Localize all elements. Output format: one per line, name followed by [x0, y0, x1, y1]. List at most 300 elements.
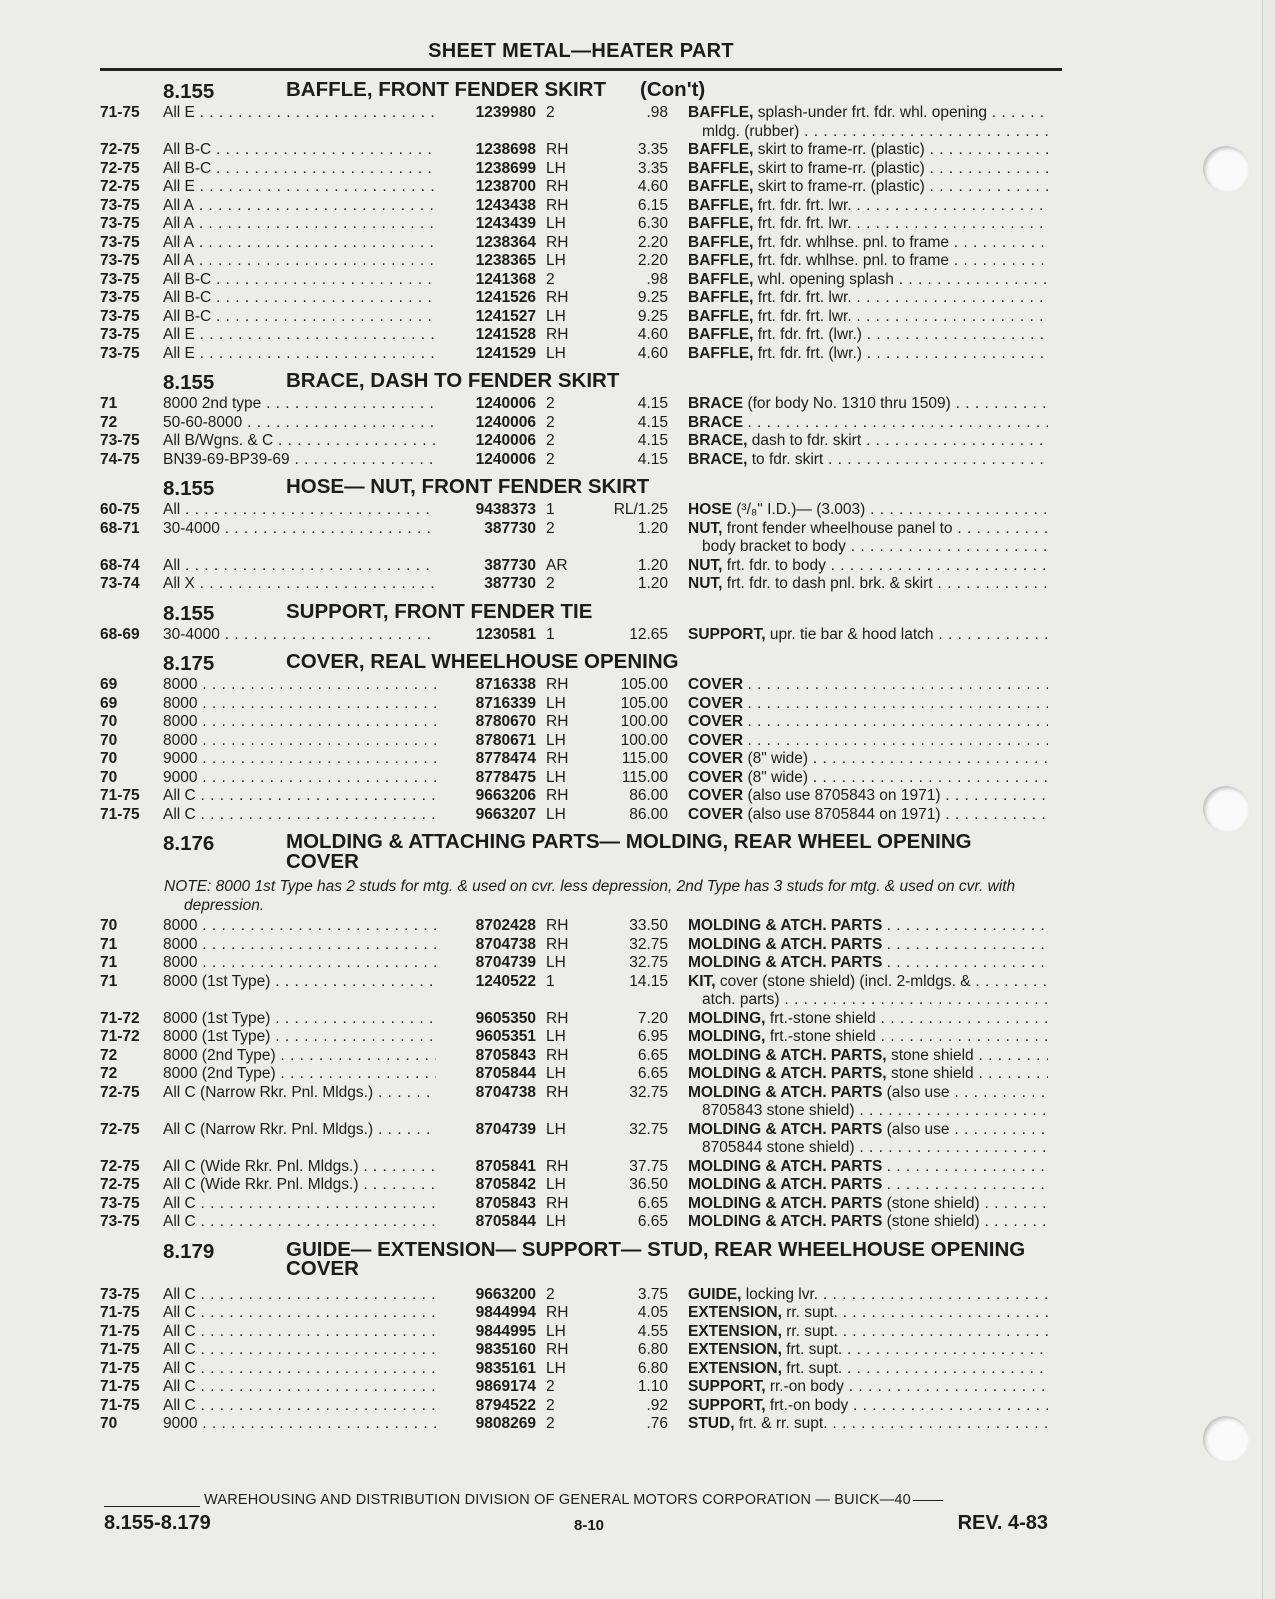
- part-description: [688, 936, 1048, 955]
- part-number: 9438373: [475, 501, 536, 518]
- part-number: 8780670: [475, 713, 536, 730]
- quantity: RH: [546, 1341, 569, 1358]
- model-application: 8000 . . .: [163, 936, 436, 955]
- price: 6.65: [637, 1194, 668, 1212]
- part-name: NUT,: [688, 556, 723, 574]
- part-name: MOLDING,: [688, 1028, 766, 1045]
- quantity: 2: [546, 395, 555, 412]
- part-row: [100, 750, 1066, 769]
- section-number: 8.155: [163, 477, 215, 500]
- model-application: 8000 2nd type . . .: [163, 395, 436, 414]
- part-detail: frt.-stone shield: [769, 1028, 876, 1045]
- part-description: [688, 104, 1048, 123]
- model-application: All B-C . . .: [163, 160, 436, 179]
- part-name: BAFFLE,: [688, 196, 754, 214]
- model-application: All C (Wide Rkr. Pnl. Mldgs.) . . .: [163, 1158, 436, 1177]
- model-year: 73-75: [100, 344, 140, 362]
- part-row: [100, 626, 1066, 645]
- price: 32.75: [629, 1083, 668, 1101]
- price: 86.00: [629, 787, 668, 804]
- model-year: 69: [100, 676, 118, 693]
- part-row: [100, 1010, 1066, 1029]
- quantity: RH: [546, 1194, 569, 1212]
- price: 4.05: [637, 1304, 668, 1321]
- part-number: 8716338: [475, 676, 536, 693]
- quantity: RH: [546, 196, 569, 214]
- part-name: KIT,: [688, 972, 716, 990]
- model-year: 72-75: [100, 1157, 140, 1175]
- model-application: All . . .: [163, 557, 436, 576]
- model-year: 70: [100, 768, 118, 786]
- price: 32.75: [629, 954, 668, 971]
- model-year: 70: [100, 713, 118, 730]
- price: 6.65: [637, 1046, 668, 1064]
- page-title: SHEET METAL—HEATER PART: [428, 40, 734, 62]
- part-name: MOLDING & ATCH. PARTS: [688, 1176, 883, 1193]
- section-title: [286, 477, 1046, 497]
- model-year: 73-75: [100, 432, 140, 449]
- quantity: 1: [546, 972, 555, 990]
- part-detail: (³/₈" I.D.)— (3.003): [736, 501, 866, 518]
- price: 4.60: [637, 344, 668, 362]
- part-name: EXTENSION,: [688, 1322, 782, 1340]
- part-row: [100, 713, 1066, 732]
- part-name: NUT,: [688, 575, 723, 592]
- model-application: All E . . .: [163, 345, 436, 364]
- part-number: 9835161: [475, 1359, 536, 1377]
- section-title: [286, 1237, 1046, 1280]
- price: 1.10: [637, 1378, 668, 1395]
- model-year: 73-74: [100, 575, 140, 592]
- part-description: [688, 1028, 1048, 1047]
- model-year: 72: [100, 413, 118, 431]
- model-year: 60-75: [100, 501, 140, 518]
- part-number: 1241368: [475, 270, 536, 288]
- quantity: RH: [546, 713, 569, 730]
- part-number: 9605351: [475, 1028, 536, 1045]
- part-detail: (for body No. 1310 thru 1509): [747, 395, 951, 412]
- part-description: [688, 271, 1048, 290]
- price: 2.20: [637, 252, 668, 269]
- part-description: [688, 326, 1048, 345]
- part-row: [100, 1304, 1066, 1323]
- part-detail: cover (stone shield) (incl. 2-mldgs. &: [719, 972, 971, 990]
- model-application: All C . . .: [163, 1323, 436, 1342]
- part-number: 8780671: [475, 731, 536, 749]
- model-year: 71-75: [100, 1396, 140, 1414]
- part-number: 1243439: [475, 215, 536, 232]
- part-number: 1240006: [475, 450, 536, 468]
- model-application: All C . . .: [163, 1341, 436, 1360]
- part-detail: skirt to frame-rr. (plastic): [757, 141, 925, 158]
- part-name: GUIDE,: [688, 1285, 742, 1303]
- part-description: [688, 676, 1048, 695]
- price: 3.35: [637, 141, 668, 158]
- part-detail: (8" wide): [747, 768, 809, 786]
- model-year: 72-75: [100, 1083, 140, 1101]
- model-application: 8000 . . .: [163, 713, 436, 732]
- part-description: [688, 345, 1048, 364]
- part-detail: frt. supt.: [786, 1359, 843, 1377]
- part-row: [100, 141, 1066, 160]
- part-description: [688, 1213, 1048, 1232]
- model-application: All B/Wgns. & C . . .: [163, 432, 436, 451]
- part-number: 8702428: [475, 917, 536, 934]
- quantity: LH: [546, 307, 566, 325]
- part-number: 8778474: [475, 750, 536, 767]
- part-detail: locking lvr.: [745, 1285, 819, 1303]
- part-description: [688, 1158, 1048, 1177]
- quantity: RH: [546, 935, 569, 953]
- part-name: COVER: [688, 713, 744, 730]
- part-row: [100, 695, 1066, 714]
- part-detail: frt. fdr. frt. lwr.: [757, 196, 852, 214]
- part-row: [100, 1084, 1066, 1121]
- quantity: 2: [546, 413, 555, 431]
- section-number: 8.176: [163, 832, 215, 855]
- section-title: [286, 832, 1046, 871]
- part-detail: (stone shield): [886, 1213, 980, 1230]
- model-application: All C . . .: [163, 1304, 436, 1323]
- model-application: All A . . .: [163, 197, 436, 216]
- model-application: All C . . .: [163, 1397, 436, 1416]
- part-name: MOLDING & ATCH. PARTS: [688, 1194, 883, 1212]
- part-number: 9844995: [475, 1322, 536, 1340]
- part-description: [688, 1304, 1048, 1323]
- part-row: [100, 289, 1066, 308]
- quantity: RH: [546, 676, 569, 693]
- model-application: All C . . .: [163, 806, 436, 825]
- part-row: [100, 451, 1066, 470]
- model-year: 68-71: [100, 519, 140, 537]
- quantity: 1: [546, 501, 555, 518]
- part-number: 1230581: [475, 625, 536, 643]
- model-application: 9000 . . .: [163, 769, 436, 788]
- part-row: [100, 557, 1066, 576]
- part-row: [100, 676, 1066, 695]
- part-name: SUPPORT,: [688, 1378, 766, 1395]
- part-detail: (also use: [886, 1083, 950, 1101]
- model-application: All A . . .: [163, 234, 436, 253]
- model-year: 73-75: [100, 252, 140, 269]
- part-description-continued: body bracket to body . . .: [702, 538, 1048, 557]
- part-number: 1239980: [475, 104, 536, 121]
- quantity: RH: [546, 1083, 569, 1101]
- part-name: BAFFLE,: [688, 344, 754, 362]
- model-year: 73-75: [100, 215, 140, 232]
- part-row: [100, 954, 1066, 973]
- part-detail: (also use 8705843 on 1971): [747, 787, 941, 804]
- model-application: 9000 . . .: [163, 750, 436, 769]
- part-detail: skirt to frame-rr. (plastic): [757, 178, 925, 195]
- footer-rule: [104, 1506, 200, 1507]
- part-description: [688, 1010, 1048, 1029]
- part-description: [688, 806, 1048, 825]
- part-name: BAFFLE,: [688, 307, 754, 325]
- section-header: [100, 599, 1066, 625]
- part-description: [688, 1195, 1048, 1214]
- part-row: [100, 308, 1066, 327]
- quantity: 2: [546, 1415, 555, 1432]
- model-application: BN39-69-BP39-69 . . .: [163, 451, 436, 470]
- price: 4.60: [637, 326, 668, 343]
- part-number: 1238699: [475, 159, 536, 177]
- part-detail: front fender wheelhouse panel to: [726, 519, 953, 537]
- model-application: 9000 . . .: [163, 1415, 436, 1434]
- part-name: BAFFLE,: [688, 159, 754, 177]
- section-header: [100, 475, 1066, 500]
- part-row: [100, 575, 1066, 594]
- model-year: 71-75: [100, 1341, 140, 1358]
- part-number: 8704739: [475, 1120, 536, 1138]
- price: 105.00: [620, 676, 668, 693]
- part-row: [100, 769, 1066, 788]
- part-row: [100, 732, 1066, 751]
- model-year: 72-75: [100, 159, 140, 177]
- model-year: 68-74: [100, 556, 140, 574]
- model-application: 50-60-8000 . . .: [163, 414, 436, 433]
- model-year: 72-75: [100, 178, 140, 195]
- model-year: 74-75: [100, 450, 140, 468]
- section-title-text: BRACE, DASH TO FENDER SKIRT: [286, 369, 620, 392]
- model-application: All C . . .: [163, 1360, 436, 1379]
- page-header: [100, 38, 1062, 71]
- part-description: [688, 1065, 1048, 1084]
- model-year: 71: [100, 395, 118, 412]
- part-number: 1240006: [475, 395, 536, 412]
- part-description: [688, 626, 1048, 645]
- part-name: EXTENSION,: [688, 1359, 782, 1377]
- part-description: [688, 1047, 1048, 1066]
- footer-page-number: 8-10: [574, 1517, 605, 1534]
- footer-revision: REV. 4-83: [957, 1512, 1048, 1534]
- part-description: [688, 1121, 1048, 1140]
- part-number: 8705841: [475, 1157, 536, 1175]
- quantity: LH: [546, 1120, 566, 1138]
- part-detail: to fdr. skirt: [751, 450, 824, 468]
- section-title-text: GUIDE— EXTENSION— SUPPORT— STUD, REAR WHEELHOUSE OPENING COVER: [286, 1237, 1026, 1280]
- part-description: [688, 252, 1048, 271]
- model-year: 72-75: [100, 141, 140, 158]
- model-year: 71: [100, 935, 118, 953]
- price: 4.15: [637, 395, 668, 412]
- part-row: [100, 501, 1066, 520]
- part-number: 1241529: [475, 344, 536, 362]
- price: 115.00: [621, 768, 668, 786]
- model-year: 71-75: [100, 1304, 140, 1321]
- price: RL/1.25: [613, 501, 668, 518]
- section-continued-label: (Con't): [640, 78, 706, 101]
- part-description: [688, 234, 1048, 253]
- quantity: LH: [546, 731, 566, 749]
- section-title-text: MOLDING & ATTACHING PARTS— MOLDING, REAR WHEEL OPENING COVER: [286, 830, 972, 873]
- part-name: MOLDING & ATCH. PARTS,: [688, 1046, 887, 1064]
- section-title: [286, 652, 1046, 672]
- model-application: 30-4000 . . .: [163, 626, 436, 645]
- part-description: [688, 432, 1048, 451]
- model-application: All E . . .: [163, 326, 436, 345]
- part-name: BRACE: [688, 413, 744, 431]
- part-number: 8705844: [475, 1065, 536, 1082]
- model-application: 8000 . . .: [163, 676, 436, 695]
- part-description: [688, 954, 1048, 973]
- part-number: 8705844: [475, 1213, 536, 1230]
- part-name: BAFFLE,: [688, 104, 754, 121]
- price: 32.75: [629, 1120, 668, 1138]
- model-year: 71-75: [100, 1378, 140, 1395]
- price: 14.15: [629, 972, 668, 990]
- model-application: 30-4000 . . .: [163, 520, 436, 539]
- quantity: LH: [546, 1176, 566, 1193]
- price: 6.95: [637, 1028, 668, 1045]
- part-description: [688, 141, 1048, 160]
- section-title-text: SUPPORT, FRONT FENDER TIE: [286, 599, 593, 623]
- part-number: 1243438: [475, 196, 536, 214]
- part-row: [100, 1176, 1066, 1195]
- model-year: 71-72: [100, 1028, 140, 1045]
- section-title: [286, 599, 1046, 623]
- part-number: 8716339: [475, 694, 536, 712]
- part-name: COVER: [688, 750, 744, 767]
- part-name: SUPPORT,: [688, 1396, 766, 1414]
- price: 9.25: [637, 289, 668, 306]
- model-application: 8000 . . .: [163, 954, 436, 973]
- part-number: 9663200: [475, 1285, 536, 1303]
- quantity: LH: [546, 1322, 566, 1340]
- part-row: [100, 197, 1066, 216]
- price: 115.00: [621, 750, 668, 767]
- quantity: 2: [546, 575, 555, 592]
- section-title: [286, 80, 1046, 100]
- part-description-continued: mldg. (rubber) . . .: [702, 123, 1048, 142]
- part-number: 8778475: [475, 768, 536, 786]
- part-name: MOLDING & ATCH. PARTS: [688, 917, 883, 934]
- part-row: [100, 234, 1066, 253]
- part-description: [688, 215, 1048, 234]
- part-name: MOLDING & ATCH. PARTS: [688, 1213, 883, 1230]
- part-description: [688, 395, 1048, 414]
- model-year: 73-75: [100, 270, 140, 288]
- part-row: [100, 1065, 1066, 1084]
- part-row: [100, 345, 1066, 364]
- price: 6.80: [637, 1341, 668, 1358]
- part-row: [100, 1397, 1066, 1416]
- model-year: 68-69: [100, 625, 140, 643]
- model-year: 71: [100, 954, 118, 971]
- page-footer: [104, 1492, 1048, 1552]
- part-row: [100, 215, 1066, 234]
- part-name: BAFFLE,: [688, 215, 754, 232]
- part-number: 9663206: [475, 787, 536, 804]
- price: 86.00: [629, 805, 668, 823]
- model-application: All B-C . . .: [163, 289, 436, 308]
- model-application: All C . . .: [163, 1195, 436, 1214]
- price: 100.00: [620, 713, 668, 730]
- price: 3.75: [637, 1285, 668, 1303]
- part-row: [100, 432, 1066, 451]
- part-description: [688, 501, 1048, 520]
- quantity: 2: [546, 270, 555, 288]
- quantity: RH: [546, 1046, 569, 1064]
- part-number: 1238365: [475, 252, 536, 269]
- part-description: [688, 1084, 1048, 1103]
- part-row: [100, 1360, 1066, 1379]
- part-name: BRACE,: [688, 450, 748, 468]
- part-number: 8705842: [475, 1176, 536, 1193]
- part-detail: upr. tie bar & hood latch: [769, 625, 934, 643]
- section-number: 8.179: [163, 1239, 215, 1263]
- model-year: 71: [100, 972, 118, 990]
- part-detail: frt. fdr. frt. lwr.: [757, 215, 852, 232]
- part-row: [100, 414, 1066, 433]
- price: 37.75: [629, 1157, 668, 1175]
- model-year: 73-75: [100, 307, 140, 325]
- quantity: 2: [546, 432, 555, 449]
- part-name: MOLDING & ATCH. PARTS: [688, 1120, 883, 1138]
- part-row: [100, 1195, 1066, 1214]
- price: 12.65: [629, 625, 668, 643]
- part-description: [688, 732, 1048, 751]
- model-application: All C . . .: [163, 1286, 436, 1305]
- price: 6.65: [637, 1065, 668, 1082]
- binder-hole-top: [1203, 146, 1249, 192]
- part-number: 387730: [484, 556, 536, 574]
- part-description: [688, 1286, 1048, 1305]
- price: 9.25: [637, 307, 668, 325]
- section-header: [100, 650, 1066, 675]
- part-name: EXTENSION,: [688, 1341, 782, 1358]
- part-detail: frt. fdr. whlhse. pnl. to frame: [757, 252, 949, 269]
- model-year: 71-75: [100, 1322, 140, 1340]
- part-name: COVER: [688, 787, 744, 804]
- binder-hole-bottom: [1203, 1416, 1249, 1462]
- model-application: All B-C . . .: [163, 141, 436, 160]
- model-year: 71-75: [100, 787, 140, 804]
- part-row: [100, 1213, 1066, 1232]
- part-name: COVER: [688, 768, 744, 786]
- part-number: 1240006: [475, 413, 536, 431]
- quantity: RH: [546, 917, 569, 934]
- quantity: 2: [546, 450, 555, 468]
- price: 32.75: [629, 935, 668, 953]
- part-description: [688, 1415, 1048, 1434]
- part-detail: whl. opening splash: [757, 270, 894, 288]
- part-detail: frt. supt.: [786, 1341, 843, 1358]
- model-year: 70: [100, 731, 118, 749]
- part-name: BRACE: [688, 395, 744, 412]
- model-year: 72-75: [100, 1176, 140, 1193]
- quantity: RH: [546, 1157, 569, 1175]
- part-detail: frt. fdr. frt. lwr.: [757, 307, 852, 325]
- part-number: 1241526: [475, 289, 536, 306]
- quantity: LH: [546, 344, 566, 362]
- price: 4.55: [637, 1322, 668, 1340]
- quantity: LH: [546, 1028, 566, 1045]
- model-year: 70: [100, 917, 118, 934]
- part-name: COVER: [688, 676, 744, 693]
- part-number: 1238698: [475, 141, 536, 158]
- part-name: BRACE,: [688, 432, 748, 449]
- part-name: BAFFLE,: [688, 270, 754, 288]
- part-description-continued: 8705843 stone shield) . . .: [702, 1102, 1048, 1121]
- part-name: MOLDING & ATCH. PARTS: [688, 1083, 883, 1101]
- section-title-text: HOSE— NUT, FRONT FENDER SKIRT: [286, 475, 650, 498]
- part-name: SUPPORT,: [688, 625, 766, 643]
- quantity: LH: [546, 768, 566, 786]
- model-application: All C . . .: [163, 1378, 436, 1397]
- part-detail: rr.-on body: [769, 1378, 844, 1395]
- part-description: [688, 451, 1048, 470]
